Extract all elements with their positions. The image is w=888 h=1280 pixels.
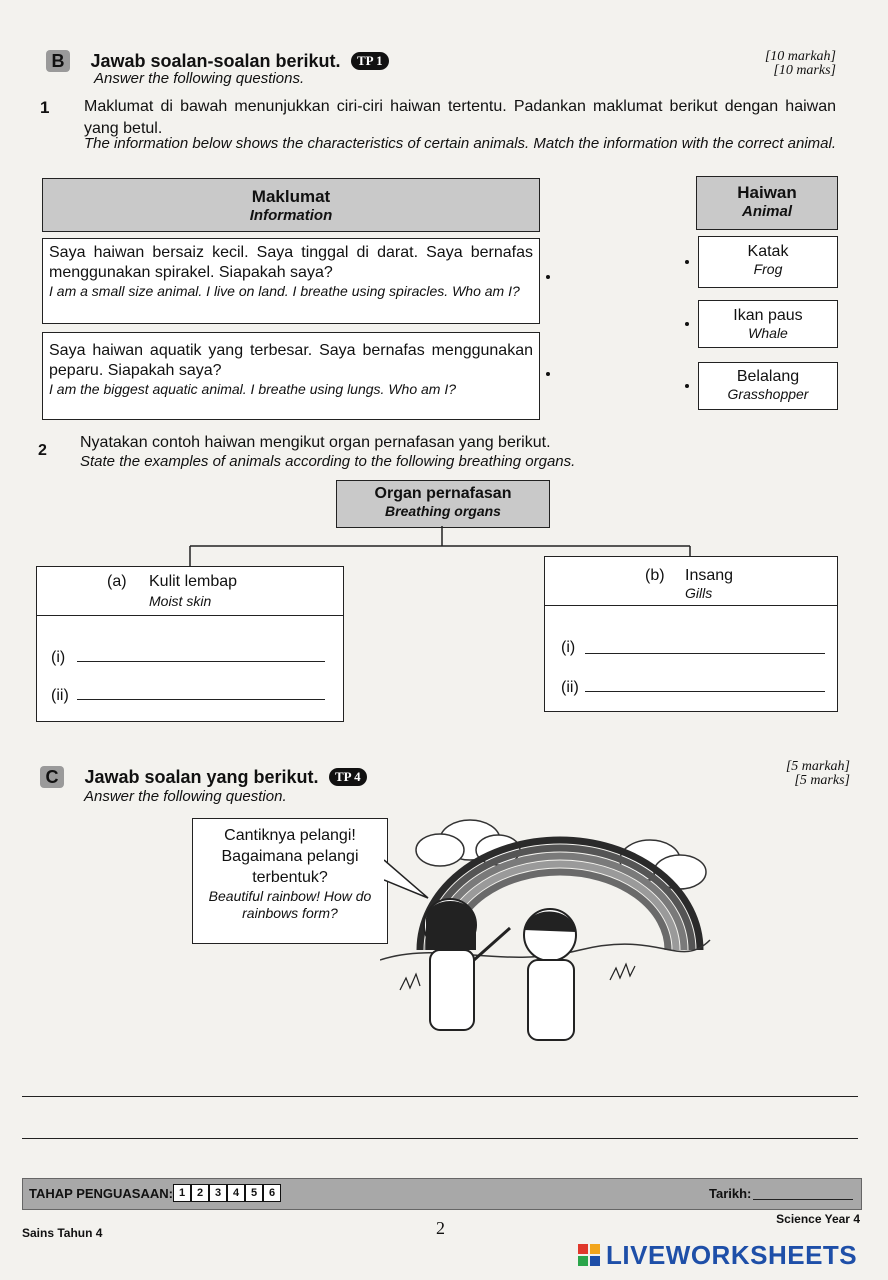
q2-a-header-rule: [37, 615, 343, 616]
section-b-title: Jawab soalan-soalan berikut.: [90, 51, 341, 71]
q1-info-header-ms: Maklumat: [251, 187, 331, 206]
tahap-level-2[interactable]: 2: [191, 1184, 209, 1202]
tarikh-label: Tarikh:: [709, 1186, 752, 1201]
q1-animal-3-en: Grasshopper: [727, 386, 809, 402]
tahap-levels: [173, 1184, 281, 1202]
tahap-bar: [22, 1178, 862, 1210]
q2-b-en: Gills: [685, 585, 713, 601]
footer-right: Science Year 4: [776, 1212, 860, 1226]
tahap-level-1[interactable]: 1: [173, 1184, 191, 1202]
section-c-tp-badge: TP 4: [329, 768, 367, 786]
q2-b-i-answer-line[interactable]: [585, 653, 825, 654]
section-c-letter: C: [40, 766, 64, 788]
q2-b-ii-answer-line[interactable]: [585, 691, 825, 692]
q2-a-i-label: (i): [51, 649, 66, 666]
q2-b-i-label: (i): [561, 639, 576, 656]
q1-info-1-ms: Saya haiwan bersaiz kecil. Saya tinggal di darat. Saya bernafas menggunakan spirakel. Siapakah saya?: [49, 244, 533, 281]
q2-b-ms: Insang: [685, 567, 734, 584]
boy-icon: [524, 909, 576, 1040]
q2-a-ms: Kulit lembap: [149, 573, 238, 590]
section-b-marks-ms: [10 markah]: [764, 49, 836, 64]
q2-text-ms: Nyatakan contoh haiwan mengikut organ pernafasan yang berikut.: [80, 434, 551, 451]
liveworksheets-brand[interactable]: [578, 1240, 857, 1271]
section-b-marks-en: [10 marks]: [773, 63, 836, 78]
q2-text-en: State the examples of animals according to the following breathing organs.: [80, 453, 576, 470]
q2-root-ms: Organ pernafasan: [374, 485, 512, 502]
q2-b-ii-label: (ii): [561, 679, 579, 696]
q1-animal-header-en: Animal: [741, 203, 792, 220]
q2-a-ii-label: (ii): [51, 687, 69, 704]
tahap-level-3[interactable]: 3: [209, 1184, 227, 1202]
section-b-subtitle: Answer the following questions.: [94, 70, 305, 87]
footer-left: Sains Tahun 4: [22, 1226, 103, 1240]
q1-animal-1-ms: Katak: [747, 243, 789, 260]
section-b-letter: B: [46, 50, 70, 72]
q2-a-i-answer-line[interactable]: [77, 661, 325, 662]
q1-info-header-en: Information: [249, 207, 333, 224]
q2-panel-a: [36, 566, 344, 722]
section-c-answer-line-1[interactable]: [22, 1096, 858, 1097]
q1-animal-2-ms: Ikan paus: [733, 307, 803, 324]
speech-bubble: [192, 818, 388, 944]
tahap-level-5[interactable]: 5: [245, 1184, 263, 1202]
section-c-marks-en: [5 marks]: [794, 773, 850, 788]
section-c-marks: [700, 760, 850, 788]
girl-icon: [424, 899, 510, 1030]
q1-animal-3-ms: Belalang: [736, 368, 800, 385]
speech-bubble-tail: [384, 850, 434, 910]
q2-b-label: (b): [645, 567, 665, 584]
section-c-subtitle: Answer the following question.: [84, 788, 287, 805]
tarikh-answer-line[interactable]: [753, 1199, 853, 1200]
section-b-tp-badge: TP 1: [351, 52, 389, 70]
q1-info-1-en: I am a small size animal. I live on land. I breathe using spiracles. Who am I?: [49, 283, 520, 299]
page-number: 2: [436, 1218, 445, 1238]
liveworksheets-logo-icon: [578, 1244, 602, 1268]
section-c-marks-ms: [5 markah]: [785, 759, 850, 774]
q1-animal-header-ms: Haiwan: [737, 183, 797, 202]
section-c-title: Jawab soalan yang berikut.: [84, 767, 319, 787]
tahap-level-4[interactable]: 4: [227, 1184, 245, 1202]
speech-bubble-en: Beautiful rainbow! How do rainbows form?: [208, 888, 372, 921]
q2-b-header-rule: [545, 605, 837, 606]
q1-info-2-ms: Saya haiwan aquatik yang terbesar. Saya bernafas menggunakan peparu. Siapakah saya?: [49, 342, 533, 379]
q2-root-en: Breathing organs: [385, 503, 501, 519]
q1-text-ms: Maklumat di bawah menunjukkan ciri-ciri haiwan tertentu. Padankan maklumat berikut dengan haiwan yang betul.: [84, 98, 836, 137]
q2-panel-b: [544, 556, 838, 712]
q1-info-2-en: I am the biggest aquatic animal. I breathe using lungs. Who am I?: [49, 381, 457, 397]
q2-tree-connectors: [0, 0, 888, 600]
q2-a-label: (a): [107, 573, 127, 590]
speech-bubble-ms: Cantiknya pelangi! Bagaimana pelangi terbentuk?: [221, 827, 359, 886]
section-c-answer-line-2[interactable]: [22, 1138, 858, 1139]
q2-a-ii-answer-line[interactable]: [77, 699, 325, 700]
q1-animal-2-en: Whale: [748, 325, 788, 341]
liveworksheets-brand-text: LIVEWORKSHEETS: [606, 1240, 858, 1270]
rainbow-illustration: [380, 800, 720, 1050]
q1-number: 1: [40, 98, 50, 117]
tahap-level-6[interactable]: 6: [263, 1184, 281, 1202]
q1-text-en: The information below shows the characteristics of certain animals. Match the information with the correct animal.: [84, 135, 836, 152]
section-c-header: [40, 766, 640, 788]
q2-number: 2: [38, 442, 47, 459]
q1-animal-1-en: Frog: [753, 261, 783, 277]
tahap-label: TAHAP PENGUASAAN:: [29, 1186, 173, 1201]
q2-a-en: Moist skin: [149, 593, 212, 609]
